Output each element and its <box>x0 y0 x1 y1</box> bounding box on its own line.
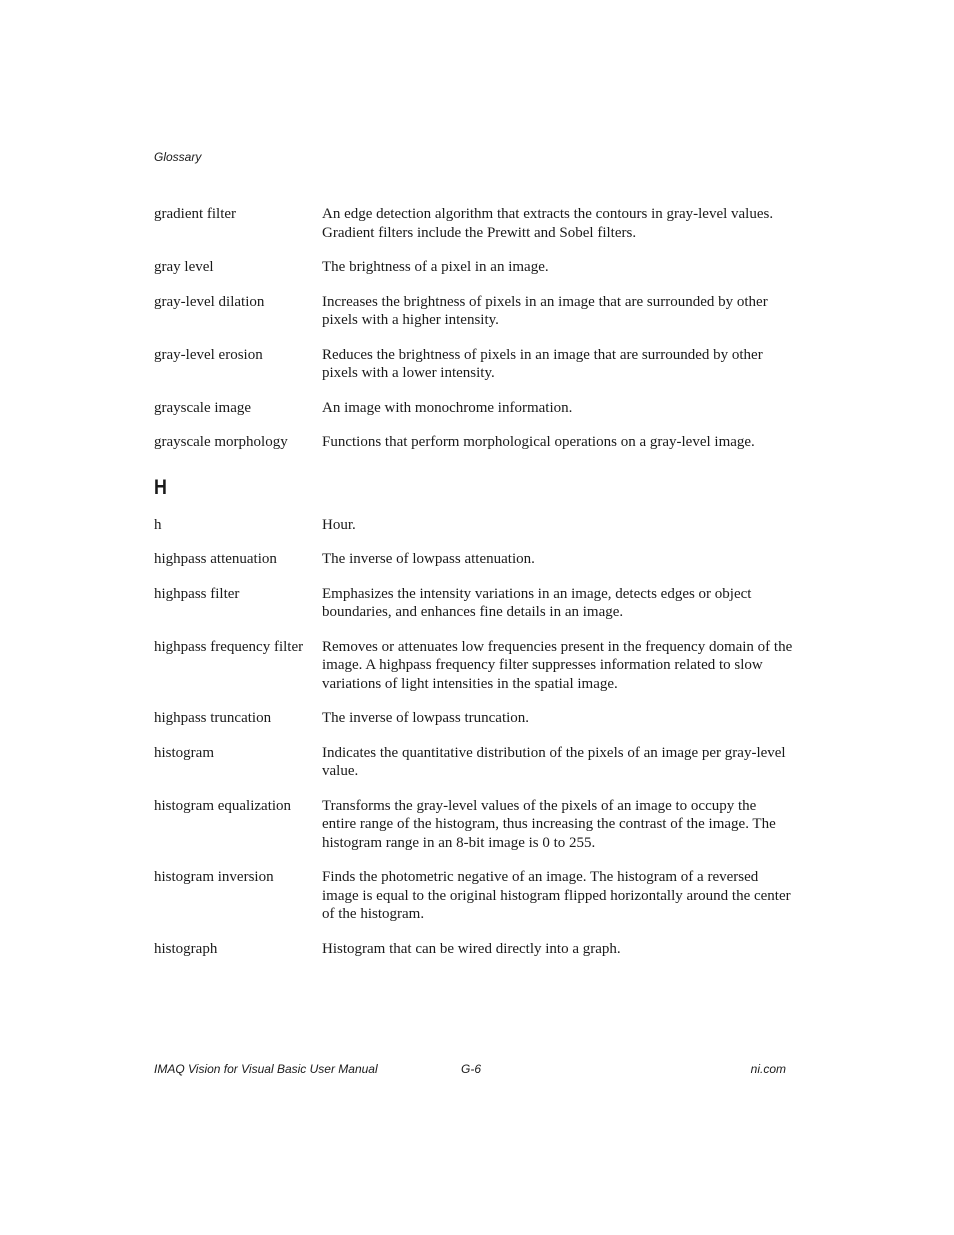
glossary-definition: Indicates the quantitative distribution of the pixels of an image per gray-level value. <box>322 744 786 779</box>
glossary-entry <box>154 550 794 569</box>
glossary-definition: Finds the photometric negative of an image. The histogram of a reversed image is equal to the original histogram flipped horizontally around the center of the histogram. <box>322 869 791 922</box>
glossary-definition: Hour. <box>322 516 356 533</box>
glossary-entry <box>154 797 794 853</box>
glossary-definition: The inverse of lowpass attenuation. <box>322 551 535 567</box>
glossary-entry <box>154 433 794 452</box>
glossary-term: h <box>154 516 162 533</box>
glossary-entry <box>154 940 794 959</box>
glossary-entry <box>154 638 794 694</box>
footer-site-link: ni.com <box>750 1062 786 1076</box>
footer-manual-title: IMAQ Vision for Visual Basic User Manual <box>154 1062 378 1076</box>
glossary-entry <box>154 516 794 535</box>
glossary-term: gray-level erosion <box>154 346 263 363</box>
glossary-entry <box>154 744 794 781</box>
glossary-term: histogram inversion <box>154 869 274 885</box>
section-heading-h: H <box>154 475 167 499</box>
glossary-term: histogram <box>154 744 214 761</box>
glossary-definition: An edge detection algorithm that extracts the contours in gray-level values. Gradient filters include the Prewitt and Sobel filters. <box>322 206 774 241</box>
footer-page-number: G-6 <box>461 1062 482 1076</box>
glossary-entry <box>154 293 794 330</box>
glossary-definition: Removes or attenuates low frequencies present in the frequency domain of the image. A highpass frequency filter suppresses information related to slow variations of light intensities in the spatial image. <box>322 638 793 692</box>
glossary-entry <box>154 205 794 242</box>
glossary-definition: Increases the brightness of pixels in an image that are surrounded by other pixels with a higher intensity. <box>322 293 768 328</box>
glossary-entry <box>154 868 794 924</box>
glossary-term: grayscale morphology <box>154 434 288 450</box>
glossary-entry <box>154 709 794 728</box>
glossary-definition: The inverse of lowpass truncation. <box>322 710 530 726</box>
glossary-definition: Transforms the gray-level values of the pixels of an image to occupy the entire range of the histogram, thus increasing the contrast of the image. The histogram range in an 8-bit image is 0 to 255. <box>322 797 776 851</box>
glossary-term: highpass filter <box>154 585 240 602</box>
glossary-term: histogram equalization <box>154 797 292 814</box>
page-footer <box>154 1062 786 1078</box>
glossary-term: highpass truncation <box>154 710 272 726</box>
glossary-definition: Reduces the brightness of pixels in an image that are surrounded by other pixels with a lower intensity. <box>322 346 763 381</box>
glossary-term: highpass attenuation <box>154 551 277 567</box>
glossary-term: grayscale image <box>154 399 252 416</box>
glossary-term: highpass frequency filter <box>154 638 304 655</box>
glossary-list <box>154 205 794 974</box>
glossary-definition: An image with monochrome information. <box>322 399 573 416</box>
glossary-term: gradient filter <box>154 206 237 222</box>
glossary-entry <box>154 399 794 418</box>
glossary-definition: Emphasizes the intensity variations in an image, detects edges or object boundaries, and enhances fine details in an image. <box>322 585 752 620</box>
glossary-term: gray level <box>154 259 214 275</box>
glossary-definition: Functions that perform morphological operations on a gray-level image. <box>322 434 755 450</box>
glossary-entry <box>154 346 794 383</box>
glossary-term: histograph <box>154 940 218 957</box>
running-header-title: Glossary <box>154 150 202 164</box>
glossary-definition: Histogram that can be wired directly into a graph. <box>322 940 621 957</box>
glossary-entry <box>154 258 794 277</box>
glossary-term: gray-level dilation <box>154 293 265 310</box>
glossary-entry <box>154 585 794 622</box>
glossary-definition: The brightness of a pixel in an image. <box>322 259 549 275</box>
